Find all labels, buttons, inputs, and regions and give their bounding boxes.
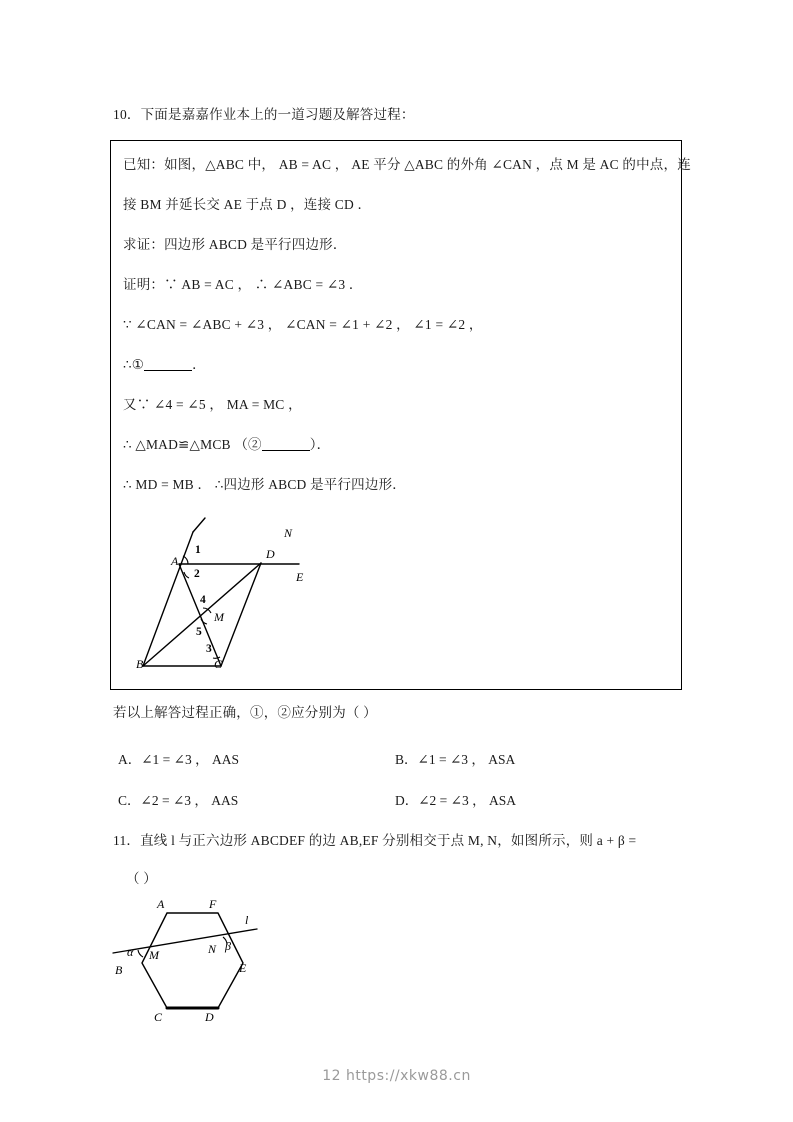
option-A-text: ∠1 = ∠3 ， (141, 752, 209, 767)
diagram-label-N: N (284, 526, 293, 540)
proof-line-5 (123, 433, 330, 453)
hexagon-line-svg (105, 895, 275, 1025)
answer-blank-2[interactable] (262, 438, 310, 451)
diagram-angle-4: 4 (200, 594, 206, 606)
diagram-angle-3: 3 (206, 643, 212, 655)
goal-line: 求证：四边形 ABCD 是平行四边形． (123, 237, 347, 252)
option-C-text: ∠2 = ∠3 ， (140, 793, 208, 808)
given-line-2: 接 BM 并延长交 AE 于点 D ，连接 CD ． (123, 197, 372, 212)
option-C-method: AAS (211, 793, 239, 808)
question-10-problem-box (110, 140, 691, 690)
hex-angle-beta: β (225, 939, 231, 953)
answer-blank-1[interactable] (144, 358, 192, 371)
option-A-method: AAS (212, 752, 240, 767)
proof-line-3 (123, 353, 206, 373)
blank-marker-1: ① (131, 357, 145, 372)
question-10-number-line: 10．下面是嘉嘉作业本上的一道习题及解答过程： (113, 107, 415, 122)
diagram-angle-5: 5 (196, 626, 202, 638)
hex-label-B: B (115, 963, 123, 977)
option-D[interactable] (395, 789, 516, 809)
proof-line-4: 又∵ ∠4 = ∠5 ， MA = MC ， (123, 397, 302, 412)
hex-label-l: l (245, 913, 249, 927)
diagram-angle-2: 2 (194, 568, 200, 580)
diagram-label-C: C (214, 657, 223, 671)
option-A-key: A． (118, 752, 142, 767)
proof-line-5-prefix: ∴ △MAD≌△MCB （ (123, 437, 249, 452)
diagram-label-A: A (171, 554, 179, 568)
diagram-label-M: M (214, 610, 224, 624)
footer-watermark: 12 https://xkw88.cn (322, 1068, 471, 1084)
proof-line-2: ∵ ∠CAN = ∠ABC + ∠3 ， ∠CAN = ∠1 + ∠2 ， ∠1 = ∠2 ， (123, 317, 483, 332)
hexagon-line-diagram (105, 895, 275, 1025)
hex-angle-alpha: α (127, 945, 134, 959)
diagram-label-B: B (136, 657, 144, 671)
proof-line-1: 证明：∵ AB = AC ， ∴ ∠ABC = ∠3 ． (123, 277, 363, 292)
blank-marker-2: ② (248, 437, 262, 452)
diagram-label-D: D (266, 547, 275, 561)
proof-line-3-prefix: ∴ (123, 357, 132, 372)
option-D-method: ASA (489, 793, 517, 808)
option-A[interactable] (118, 748, 239, 768)
option-B-text: ∠1 = ∠3 ， (417, 752, 485, 767)
hex-label-C: C (154, 1010, 163, 1024)
given-line-1: 已知：如图，△ABC 中， AB = AC ， AE 平分 △ABC 的外角 ∠CAN ，点 M 是 AC 的中点，连 (123, 157, 691, 172)
hex-label-A: A (157, 897, 165, 911)
proof-line-5-suffix: ）． (309, 437, 331, 452)
option-B[interactable] (395, 748, 515, 768)
option-C[interactable] (118, 789, 238, 809)
question-10-prompt: 若以上解答过程正确，①，②应分别为（ ） (113, 705, 377, 720)
option-D-text: ∠2 = ∠3 ， (418, 793, 486, 808)
proof-line-6: ∴ MD = MB ． ∴四边形 ABCD 是平行四边形． (123, 477, 406, 492)
option-B-method: ASA (488, 752, 516, 767)
proof-line-3-suffix: ． (192, 357, 206, 372)
triangle-parallelogram-diagram (121, 516, 321, 676)
hex-label-D: D (205, 1010, 214, 1024)
hex-label-N: N (208, 942, 217, 956)
diagram-label-E: E (296, 570, 304, 584)
option-D-key: D． (395, 793, 419, 808)
question-11-paren-line: （ ） (126, 871, 157, 886)
hex-label-M: M (149, 948, 159, 962)
option-C-key: C． (118, 793, 141, 808)
question-11-number-line: 11．直线 l 与正六边形 ABCDEF 的边 AB,EF 分别相交于点 M, N，如图所示，则 a + β = (113, 833, 637, 848)
hex-label-F: F (209, 897, 217, 911)
hex-label-E: E (239, 961, 247, 975)
diagram-angle-1: 1 (195, 544, 201, 556)
option-B-key: B． (395, 752, 418, 767)
